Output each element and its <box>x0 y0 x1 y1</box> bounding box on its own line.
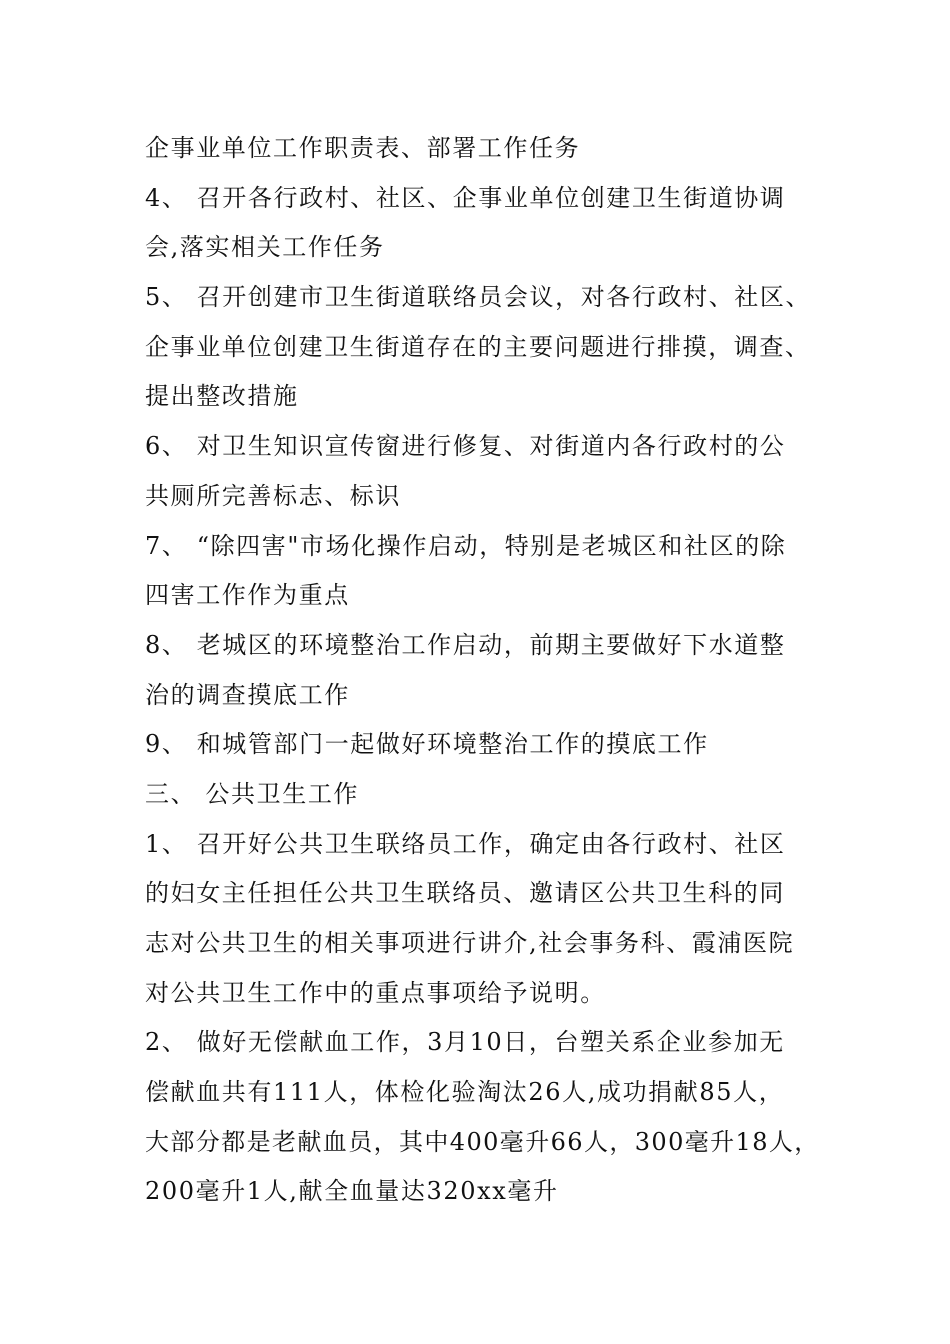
text-line: 提出整改措施 <box>145 382 299 411</box>
text-line: 8、 老城区的环境整治工作启动，前期主要做好下水道整 <box>145 630 786 659</box>
text-line: 大部分都是老献血员，其中400毫升66人，300毫升18人， <box>145 1127 820 1156</box>
text-line: 偿献血共有111人，体检化验淘汰26人,成功捐献85人， <box>145 1078 785 1107</box>
text-line: 治的调查摸底工作 <box>145 680 350 709</box>
text-line: 共厕所完善标志、标识 <box>145 481 401 510</box>
text-line: 7、 “除四害"市场化操作启动，特别是老城区和社区的除 <box>145 531 787 560</box>
text-line: 企事业单位创建卫生街道存在的主要问题进行排摸，调查、 <box>145 332 811 361</box>
text-line: 四害工作作为重点 <box>145 581 350 610</box>
text-line: 企事业单位工作职责表、部署工作任务 <box>145 134 581 162</box>
text-line: 1、 召开好公共卫生联络员工作，确定由各行政村、社区 <box>145 829 786 858</box>
text-line: 2、 做好无偿献血工作，3月10日，台塑关系企业参加无 <box>145 1028 785 1057</box>
text-line: 志对公共卫生的相关事项进行讲介,社会事务科、霞浦医院 <box>145 929 795 957</box>
text-line: 9、 和城管部门一起做好环境整治工作的摸底工作 <box>145 730 709 759</box>
section-heading: 三、 公共卫生工作 <box>145 779 360 808</box>
text-line: 200毫升1人,献全血量达320xx毫升 <box>145 1177 559 1206</box>
text-line: 5、 召开创建市卫生街道联络员会议，对各行政村、社区、 <box>145 283 812 312</box>
text-line: 会,落实相关工作任务 <box>145 233 385 262</box>
text-line: 6、 对卫生知识宣传窗进行修复、对街道内各行政村的公 <box>145 432 786 461</box>
text-line: 的妇女主任担任公共卫生联络员、邀请区公共卫生科的同 <box>145 879 785 908</box>
text-line: 对公共卫生工作中的重点事项给予说明。 <box>145 978 606 1007</box>
document-body <box>145 124 825 1217</box>
text-line: 4、 召开各行政村、社区、企事业单位创建卫生街道协调 <box>145 183 786 212</box>
